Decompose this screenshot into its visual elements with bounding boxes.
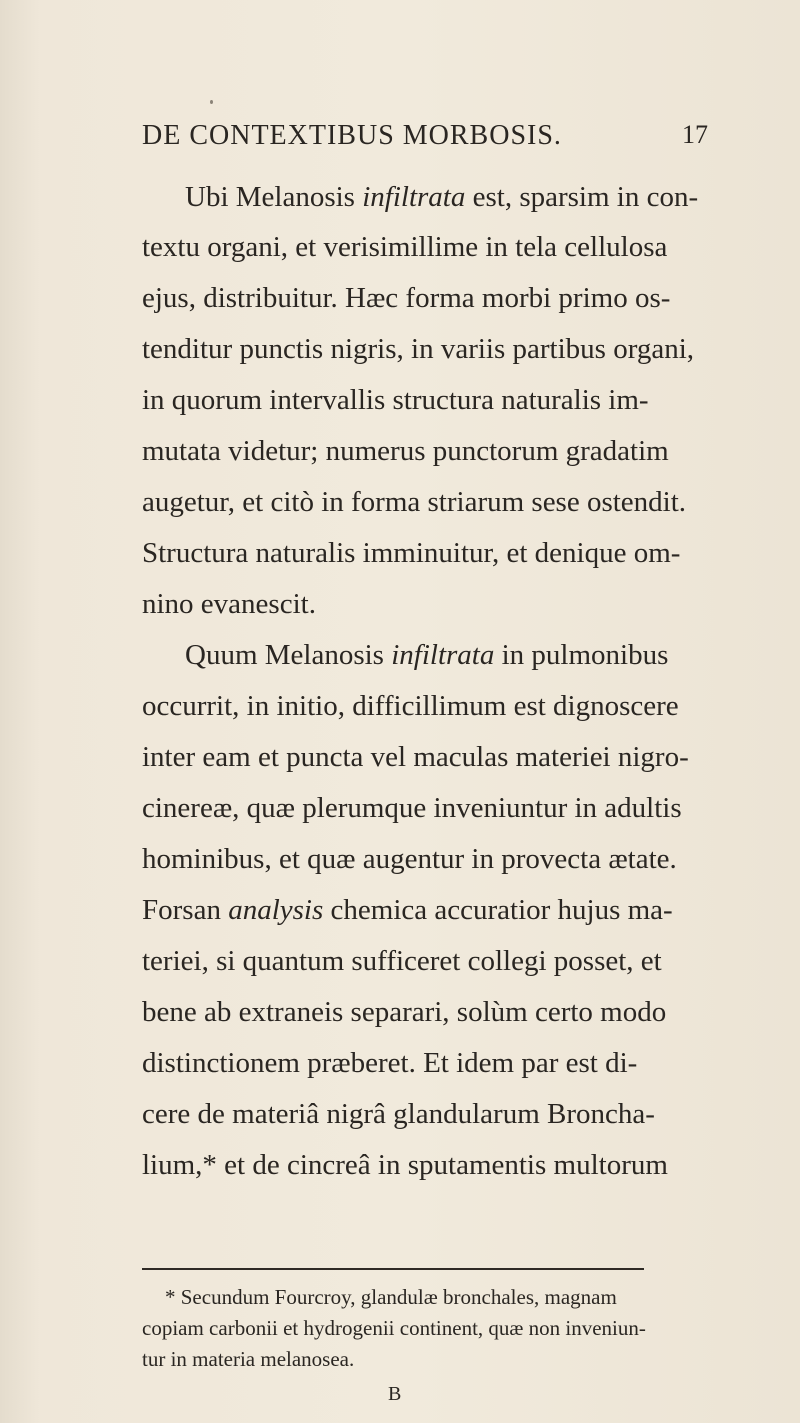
text-line: textu organi, et verisimillime in tela cellulosa	[142, 231, 668, 263]
text-line: cere de materiâ nigrâ glandularum Broncha-	[142, 1098, 655, 1130]
italic-term: infiltrata	[391, 639, 495, 671]
text-line: Forsan analysis chemica accuratior hujus ma-	[142, 894, 673, 926]
italic-term: infiltrata	[362, 181, 466, 213]
text-line: nino evanescit.	[142, 588, 316, 620]
text-line: Ubi Melanosis infiltrata est, sparsim in con-	[185, 181, 699, 213]
text-line: Quum Melanosis infiltrata in pulmonibus	[185, 639, 669, 671]
footnote-line: copiam carbonii et hydrogenii continent, quæ non inveniun-	[142, 1316, 646, 1340]
text-line: in quorum intervallis structura naturalis im-	[142, 384, 649, 416]
text-line: teriei, si quantum sufficeret collegi posset, et	[142, 945, 662, 977]
text-line: tenditur punctis nigris, in variis partibus organi,	[142, 333, 695, 365]
text-line: hominibus, et quæ augentur in provecta ætate.	[142, 843, 677, 875]
footnote-line: tur in materia melanosea.	[142, 1347, 355, 1371]
text-line: occurrit, in initio, difficillimum est dignoscere	[142, 690, 679, 722]
footnote-line: * Secundum Fourcroy, glandulæ bronchales, magnam	[165, 1285, 617, 1309]
ink-speck	[210, 100, 213, 104]
italic-term: analysis	[228, 894, 324, 926]
text-line: augetur, et citò in forma striarum sese ostendit.	[142, 486, 687, 518]
text-line: mutata videtur; numerus punctorum gradatim	[142, 435, 669, 467]
page-number: 17	[682, 120, 708, 149]
text-line: inter eam et puncta vel maculas materiei nigro-	[142, 741, 689, 773]
text-line: Structura naturalis imminuitur, et denique om-	[142, 537, 681, 569]
running-head-title: DE CONTEXTIBUS MORBOSIS.	[142, 120, 562, 151]
signature-mark: B	[388, 1383, 402, 1405]
text-line: ejus, distribuitur. Hæc forma morbi primo os-	[142, 282, 671, 314]
text-line: cinereæ, quæ plerumque inveniuntur in adultis	[142, 792, 682, 824]
text-line: distinctionem præberet. Et idem par est di-	[142, 1047, 638, 1079]
text-line: lium,* et de cincreâ in sputamentis multorum	[142, 1149, 668, 1181]
running-head	[0, 120, 800, 160]
text-line: bene ab extraneis separari, solùm certo modo	[142, 996, 667, 1028]
footnote-rule	[142, 1268, 644, 1270]
